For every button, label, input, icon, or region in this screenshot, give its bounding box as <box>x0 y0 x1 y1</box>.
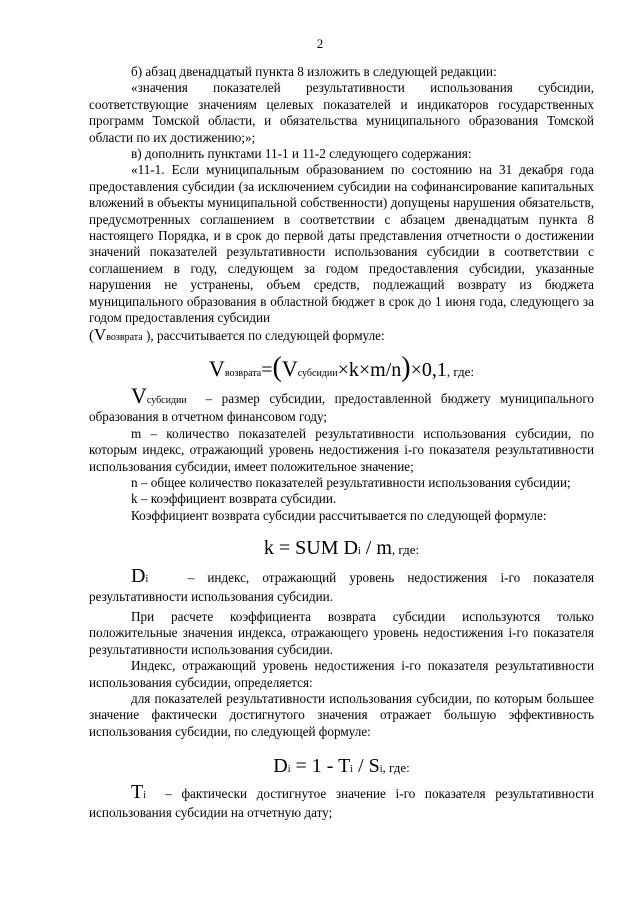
def-k: k – коэффициент возврата субсидии. <box>131 491 337 507</box>
formula-d <box>89 756 594 776</box>
paragraph-index: Индекс, отражающий уровень недостижения i-го показателя результативности использования субсидии, определяется: <box>89 658 594 690</box>
document-body <box>89 64 594 821</box>
def-d-symbol: D <box>131 565 146 588</box>
v-subscript: возврата <box>106 331 143 343</box>
formula-tail: ×0,1 <box>410 358 447 381</box>
formula-d-gde: , где: <box>382 760 410 776</box>
quote-paragraph: «значения показателей результативности использования субсидии, соответствующие значениям целевых показателей и индикаторов государственных программ Томской области, и обязательства муниципального образования Томской области по их достижению;»; <box>89 80 594 145</box>
formula-k-main: k = SUM D <box>263 537 358 560</box>
v-symbol: V <box>94 324 107 344</box>
def-v-sub: субсидии <box>146 394 187 406</box>
formula-d-D: D <box>273 755 288 778</box>
formula-d-mid: = 1 - T <box>290 755 351 778</box>
def-v-subsidii <box>89 382 595 426</box>
formula-d-i3: i <box>379 764 383 776</box>
def-n: n – общее количество показателей результативности использования субсидии; <box>131 474 571 490</box>
formula-sub-subsidii: субсидии <box>297 367 338 379</box>
paragraph-b: б) абзац двенадцатый пункта 8 изложить в следующей редакции: <box>131 64 497 79</box>
formula-v: V <box>208 355 225 381</box>
def-t: Ti – фактически достигнутое значение i-го показателя результативности использования субсидии на отчетную дату; <box>89 781 594 820</box>
formula-k-gde: , где: <box>391 542 420 558</box>
def-t-sub: i <box>143 790 146 802</box>
def-d-sub: i <box>145 574 149 586</box>
formula-k <box>89 538 594 558</box>
paragraph-11-1-text: «11-1. Если муниципальным образованием по состоянию на 31 декабря года предоставления субсидии (за исключением субсидии на софинансирование капитальных вложений в объекты муниципальной собственности) допущены нарушения обязательств, предусмотренных соглашением в соответствии с абзацем двенадцатым пункта 8 настоящего Порядка, и в срок до первой даты представления отчетности о достижении значений показателей результативности использования субсидии в соответствии с соглашением в году, следующем за годом предоставления субсидии, указанные нарушения не устранены, объем средств, подлежащий возврату из бюджета муниципального образования в областной бюджет в срок до 1 июня года, следующего за годом предоставления субсидии <box>89 162 594 326</box>
formula-gde: , где: <box>446 363 475 379</box>
formula-d-i2: i <box>350 764 354 776</box>
paragraph-v: в) дополнить пунктами 11-1 и 11-2 следующего содержания: <box>131 146 472 162</box>
formula-eq: = <box>261 358 273 381</box>
paragraph-11-1-end: ), рассчитывается по следующей формуле: <box>146 327 385 343</box>
page-number: 2 <box>316 36 324 51</box>
def-t-text: – фактически достигнутое значение i-го показателя результативности использования субсидии на отчетную дату; <box>89 786 594 820</box>
def-d-text: – индекс, отражающий уровень недостижения i-го показателя результативности использования субсидии. <box>89 570 595 604</box>
def-v-symbol: V <box>131 382 147 408</box>
def-d <box>89 565 595 605</box>
formula-v2: V <box>281 355 298 381</box>
formula-k-sub: i <box>357 546 361 558</box>
def-m: m – количество показателей результативности использования субсидии, по которым индекс, отражающий уровень недостижения i-го показателя результативности использования субсидии, имеет положительное значение; <box>89 425 594 474</box>
paragraph-for: для показателей результативности использования субсидии, по которым большее значение фактически достигнутого значения отражает большую эффективность использования субсидии, по следующей формуле: <box>89 691 594 739</box>
formula-body: ×k×m/n <box>337 358 402 381</box>
formula-v-vozvrata: Vвозврата=(Vсубсидии×k×m/n)×0,1, где: <box>208 351 475 383</box>
formula-k-tail: / m <box>360 537 392 560</box>
def-v-text: – размер субсидии, предоставленной бюджету муниципального образования в отчетном финансовом году; <box>89 390 595 425</box>
formula-d-i1: i <box>287 764 291 776</box>
paragraph-calc: При расчете коэффициента возврата субсидии используются только положительные значения индекса, отражающего уровень недостижения i-го показателя результативности использования субсидии. <box>89 608 594 657</box>
k-intro: Коэффициент возврата субсидии рассчитывается по следующей формуле: <box>131 507 547 523</box>
formula-sub-vozvrata: возврата <box>224 367 262 379</box>
formula-d-slash: / S <box>353 755 380 778</box>
paragraph-11-1: «11-1. Если муниципальным образованием по состоянию на 31 декабря года предоставления субсидии (за исключением субсидии на софинансирование капитальных вложений в объекты муниципальной собственности) допущены нарушения обязательств, предусмотренных соглашением в соответствии с абзацем двенадцатым пункта 8 настоящего Порядка, и в срок до первой даты представления отчетности о достижении значений показателей результативности использования субсидии в соответствии с соглашением в году, следующем за годом предоставления субсидии, указанные нарушения не устранены, объем средств, подлежащий возврату из бюджета муниципального образования в областной бюджет в срок до 1 июня года, следующего за годом предоставления субсидии (Vвозврата ), рассчитывается по следующей формуле: <box>89 162 594 344</box>
